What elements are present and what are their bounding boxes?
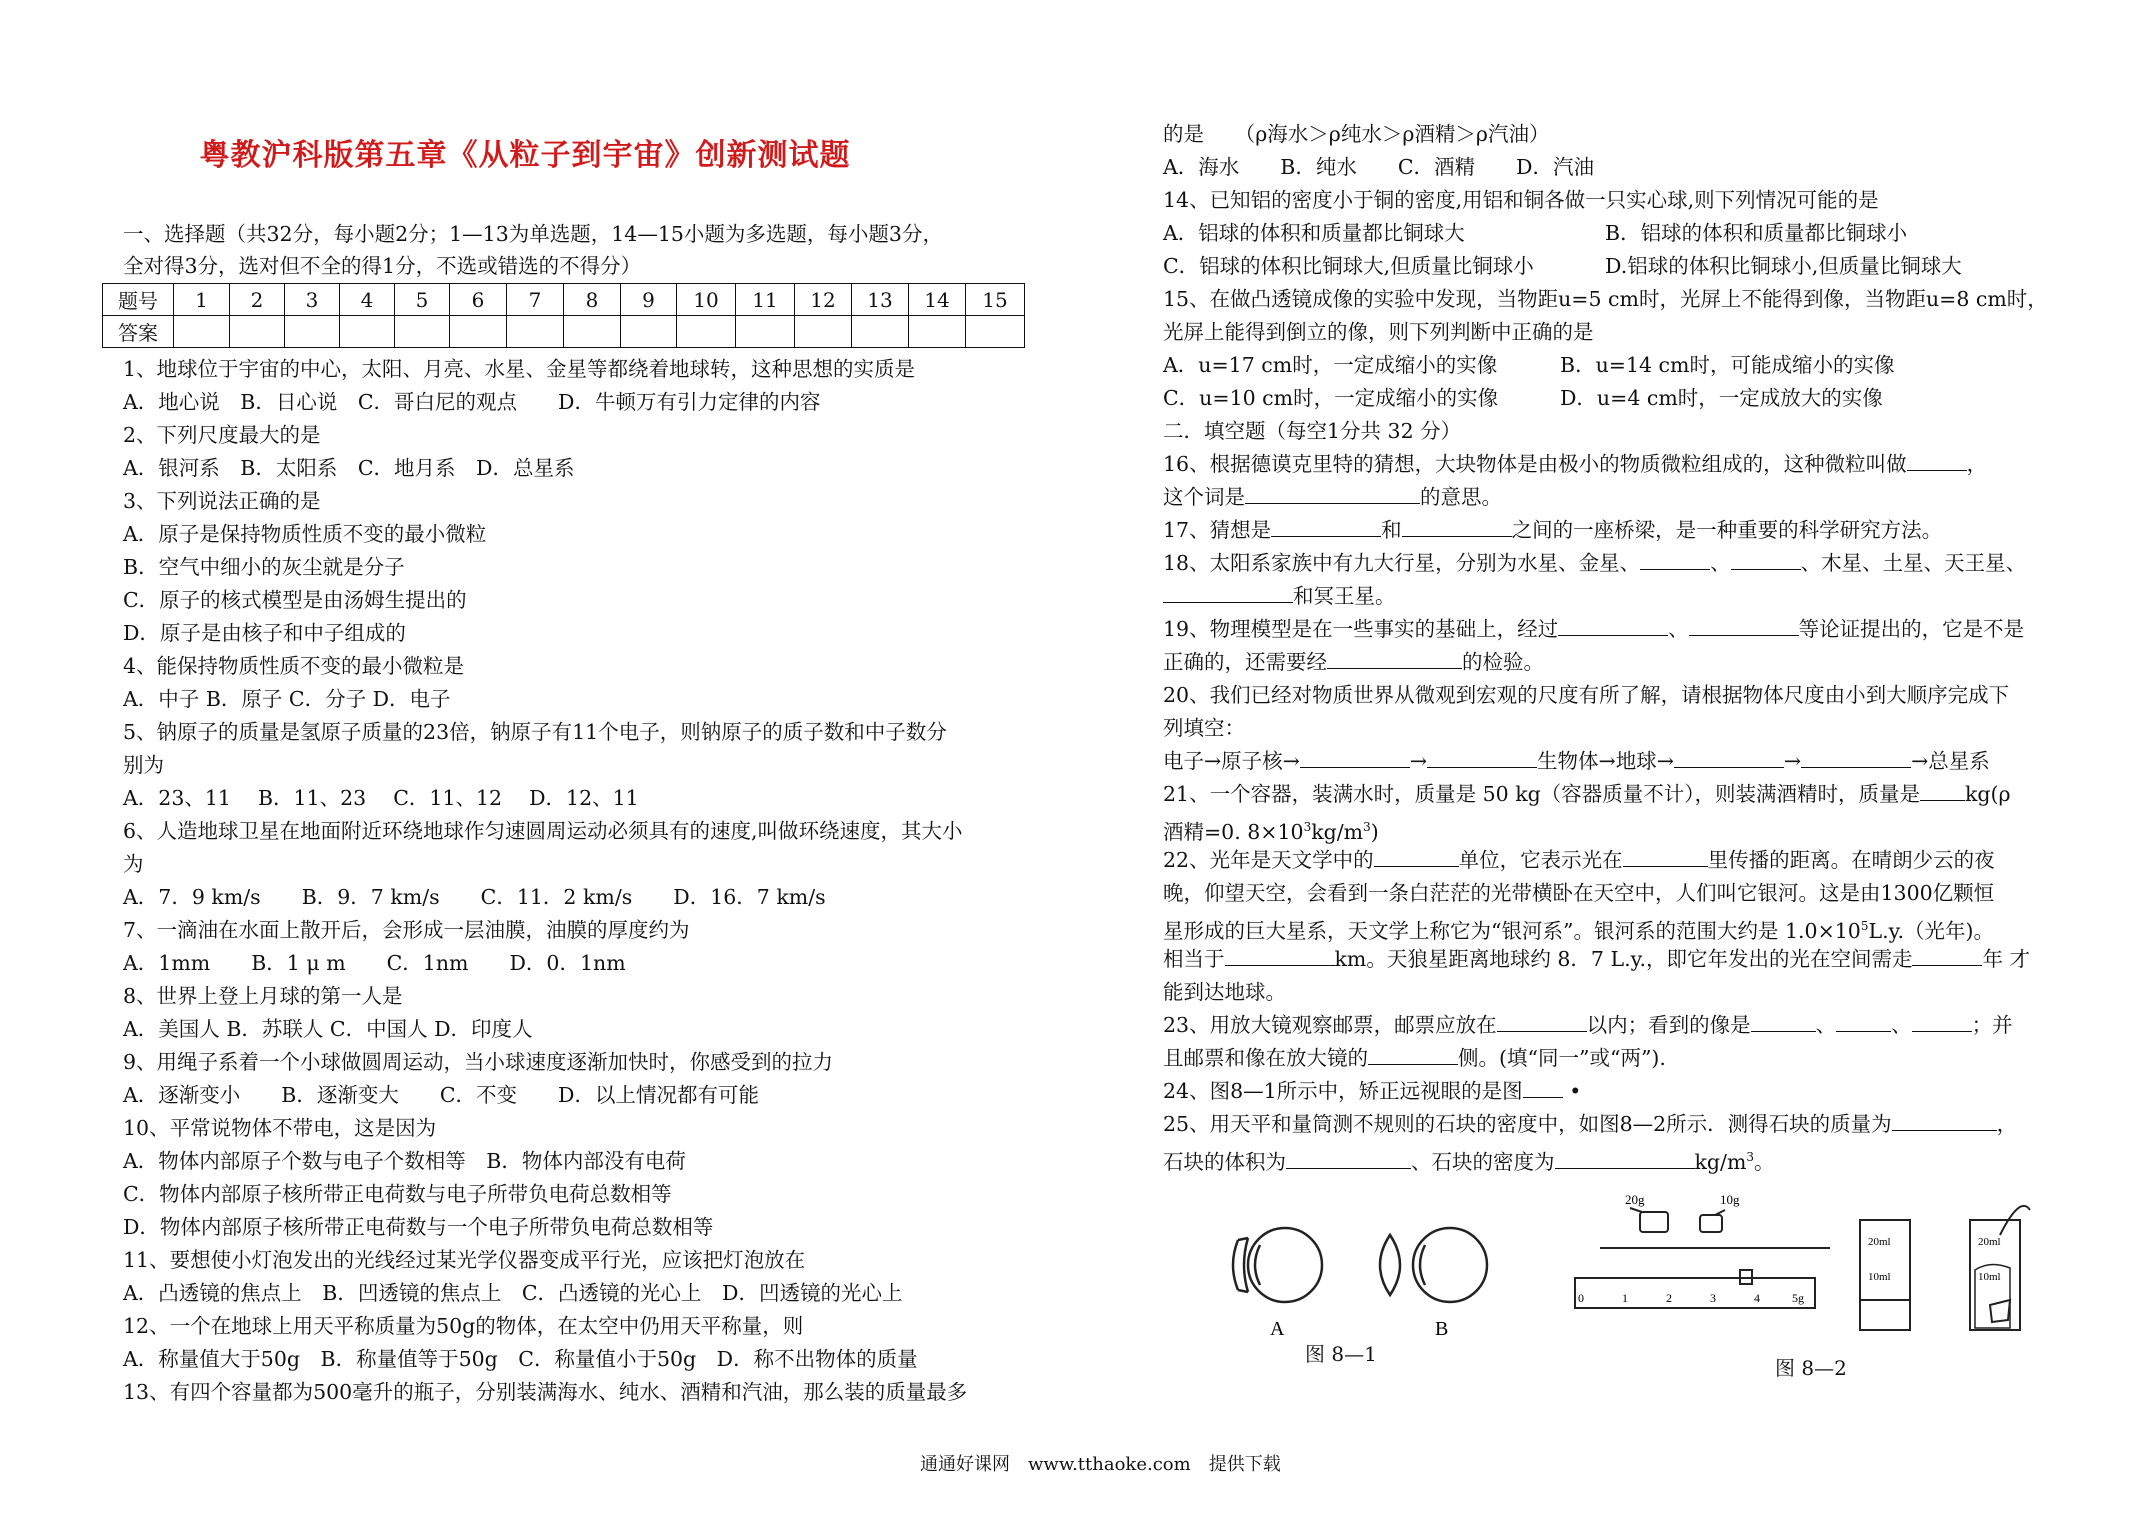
figure-8-1-eyes — [1210, 1210, 1510, 1340]
eye-a-figure — [1233, 1228, 1322, 1302]
q24-line: 24、图8—1所示中，矫正远视眼的是图 • — [1163, 1079, 1582, 1103]
stone-icon — [1990, 1300, 2010, 1322]
answer-table-number: 6 — [450, 284, 507, 316]
answer-blank[interactable] — [1245, 483, 1420, 504]
balance-ruler — [1575, 1278, 1815, 1308]
section1-heading-line1: 一、选择题（共32分，每小题2分；1—13为单选题，14—15小题为多选题，每小题3分， — [123, 222, 943, 246]
answer-table-row-label: 答案 — [103, 316, 174, 348]
answer-blank[interactable] — [1731, 549, 1801, 570]
question-line: A．物体内部原子个数与电子个数相等 B．物体内部没有电荷 — [123, 1149, 686, 1173]
q20-line1: 20、我们已经对物质世界从微观到宏观的尺度有所了解，请根据物体尺度由小到大顺序完成下 — [1163, 683, 2010, 707]
answer-blank[interactable] — [1558, 615, 1668, 636]
q21-line2: 酒精=0. $8\times 10^3kg/m^3$) — [1163, 819, 1379, 844]
question-line: A．逐渐变小 B．逐渐变大 C．不变 D．以上情况都有可能 — [123, 1083, 759, 1107]
answer-table-number: 8 — [564, 284, 621, 316]
q17-line: 17、猜想是 和 之间的一座桥梁，是一种重要的科学研究方法。 — [1163, 518, 1943, 542]
answer-table-number: 10 — [677, 284, 736, 316]
q14-stem: 14、已知铝的密度小于铜的密度,用铝和铜各做一只实心球,则下列情况可能的是 — [1163, 188, 1879, 212]
svg-text:2: 2 — [1666, 1291, 1672, 1305]
q16-line1: 16、根据德谟克里特的猜想，大块物体是由极小的物质微粒组成的，这种微粒叫做 ， — [1163, 452, 1988, 476]
question-line: D．物体内部原子核所带正电荷数与一个电子所带负电荷总数相等 — [123, 1215, 714, 1239]
svg-text:20g: 20g — [1625, 1192, 1645, 1207]
question-line: A．原子是保持物质性质不变的最小微粒 — [123, 522, 487, 546]
q15-stem-line2: 光屏上能得到倒立的像，则下列判断中正确的是 — [1163, 320, 1594, 344]
q15-option-a: A．u=17 cm时，一定成缩小的实像 — [1163, 353, 1498, 377]
question-line: 1、地球位于宇宙的中心，太阳、月亮、水星、金星等都绕着地球转，这种思想的实质是 — [123, 357, 916, 381]
answer-table-number: 9 — [621, 284, 677, 316]
answer-table-answer-row — [103, 316, 1025, 348]
q18-line2: 和冥王星。 — [1163, 582, 1396, 610]
answer-cell[interactable] — [795, 316, 852, 348]
figure-8-2-caption: 图 8—2 — [1775, 1356, 1847, 1380]
answer-blank[interactable] — [1368, 1044, 1458, 1065]
svg-text:10g: 10g — [1720, 1192, 1740, 1207]
answer-table-number-row — [103, 284, 1025, 316]
question-line: B．空气中细小的灰尘就是分子 — [123, 555, 405, 579]
answer-blank[interactable] — [1892, 1110, 1997, 1131]
answer-blank[interactable] — [1225, 945, 1335, 966]
section1-heading-line2: 全对得3分，选对但不全的得1分，不选或错选的不得分） — [123, 254, 642, 278]
svg-text:20ml: 20ml — [1868, 1236, 1891, 1248]
q13-continuation: 的是 （ρ海水＞ρ纯水＞ρ酒精＞ρ汽油） — [1163, 122, 1550, 146]
weight-20g-icon — [1640, 1212, 1668, 1232]
q20-line2: 列填空： — [1163, 716, 1245, 740]
answer-blank[interactable] — [1801, 747, 1911, 768]
answer-blank[interactable] — [1427, 747, 1537, 768]
question-line: A．23、11 B．11、23 C．11、12 D．12、11 — [123, 786, 639, 810]
question-line: A．称量值大于50g B．称量值等于50g C．称量值小于50g D．称不出物体的质量 — [123, 1347, 918, 1371]
svg-text:20ml: 20ml — [1978, 1236, 2001, 1248]
answer-blank[interactable] — [1523, 1077, 1563, 1098]
q22-line4: 相当于 km。天狼星距离地球约 8．7 L.y.，即它年发出的光在空间需走 年 才 — [1163, 947, 2031, 971]
answer-table-number: 7 — [507, 284, 564, 316]
question-line: C．原子的核式模型是由汤姆生提出的 — [123, 588, 467, 612]
answer-table-number: 4 — [340, 284, 395, 316]
q19-line1: 19、物理模型是在一些事实的基础上，经过 、 等论证提出的，它是不是 — [1163, 617, 2025, 641]
q14-option-c: C．铝球的体积比铜球大,但质量比铜球小 — [1163, 254, 1534, 278]
answer-blank[interactable] — [1907, 450, 1967, 471]
answer-table-number: 1 — [174, 284, 230, 316]
answer-blank[interactable] — [1271, 516, 1381, 537]
figure-label-b: B — [1435, 1318, 1449, 1340]
q20-line3: 电子→原子核→ → 生物体→地球→ → →总星系 — [1163, 749, 1990, 773]
question-line: A．1mm B．1 μ m C．1nm D．0．1nm — [123, 951, 626, 975]
answer-table-number: 14 — [909, 284, 966, 316]
answer-table — [102, 283, 1025, 348]
question-line: 为 — [123, 852, 144, 876]
answer-blank[interactable] — [1374, 846, 1459, 867]
question-line: A．美国人 B．苏联人 C．中国人 D．印度人 — [123, 1017, 533, 1041]
answer-cell[interactable] — [340, 316, 395, 348]
answer-cell[interactable] — [966, 316, 1025, 348]
svg-text:1: 1 — [1622, 1291, 1628, 1305]
figure-label-a: A — [1270, 1318, 1285, 1340]
answer-cell[interactable] — [174, 316, 230, 348]
answer-table-number: 15 — [966, 284, 1025, 316]
svg-text:4: 4 — [1754, 1291, 1760, 1305]
q22-line5: 能到达地球。 — [1163, 980, 1286, 1004]
svg-text:0: 0 — [1578, 1291, 1584, 1305]
answer-table-number: 3 — [285, 284, 340, 316]
question-line: A．地心说 B．日心说 C．哥白尼的观点 D．牛顿万有引力定律的内容 — [123, 390, 821, 414]
q22-line3: 星形成的巨大星系，天文学上称它为“银河系”。银河系的范围大约是 $1.0\times 10^5L.y$.（光年)。 — [1163, 918, 1994, 943]
answer-blank[interactable] — [1555, 1148, 1695, 1169]
answer-blank[interactable] — [1836, 1011, 1891, 1032]
question-line: 10、平常说物体不带电，这是因为 — [123, 1116, 437, 1140]
footer-credit: 通通好课网 www.tthaoke.com 提供下载 — [920, 1454, 1281, 1475]
answer-cell[interactable] — [677, 316, 736, 348]
answer-blank[interactable] — [1920, 780, 1965, 801]
q19-line2: 正确的，还需要经 的检验。 — [1163, 650, 1544, 674]
answer-blank[interactable] — [1327, 648, 1462, 669]
question-line: 4、能保持物质性质不变的最小微粒是 — [123, 654, 465, 678]
question-line: 13、有四个容量都为500毫升的瓶子，分别装满海水、纯水、酒精和汽油，那么装的质量最多 — [123, 1380, 968, 1404]
answer-cell[interactable] — [450, 316, 507, 348]
answer-table-number: 11 — [736, 284, 795, 316]
weight-10g-icon — [1700, 1215, 1722, 1232]
question-line: 5、钠原子的质量是氢原子质量的23倍，钠原子有11个电子，则钠原子的质子数和中子数分 — [123, 720, 947, 744]
q22-line1: 22、光年是天文学中的 单位，它表示光在 里传播的距离。在晴朗少云的夜 — [1163, 848, 1995, 872]
answer-cell[interactable] — [564, 316, 621, 348]
answer-blank[interactable] — [1689, 615, 1799, 636]
answer-cell[interactable] — [285, 316, 340, 348]
answer-blank[interactable] — [1912, 1011, 1972, 1032]
question-line: 8、世界上登上月球的第一人是 — [123, 984, 403, 1008]
eye-b-figure — [1380, 1228, 1487, 1302]
section2-heading: 二．填空题（每空1分共 32 分） — [1163, 419, 1462, 443]
q14-option-d: D.铝球的体积比铜球小,但质量比铜球大 — [1605, 254, 1962, 278]
question-line: A．凸透镜的焦点上 B．凹透镜的焦点上 C．凸透镜的光心上 D．凹透镜的光心上 — [123, 1281, 903, 1305]
answer-blank[interactable] — [1640, 549, 1710, 570]
question-line: 9、用绳子系着一个小球做圆周运动，当小球速度逐渐加快时，你感受到的拉力 — [123, 1050, 834, 1074]
answer-blank[interactable] — [1751, 1011, 1816, 1032]
question-line: 2、下列尺度最大的是 — [123, 423, 321, 447]
svg-text:5g: 5g — [1792, 1291, 1804, 1305]
q15-option-d: D．u=4 cm时，一定成放大的实像 — [1560, 386, 1883, 410]
answer-blank[interactable] — [1623, 846, 1708, 867]
answer-table-row-label: 题号 — [103, 284, 174, 316]
answer-cell[interactable] — [507, 316, 564, 348]
q22-line2: 晚，仰望天空，会看到一条白茫茫的光带横卧在天空中，人们叫它银河。这是由1300亿颗恒 — [1163, 881, 1995, 905]
question-line: 11、要想使小灯泡发出的光线经过某光学仪器变成平行光，应该把灯泡放在 — [123, 1248, 806, 1272]
question-line: 3、下列说法正确的是 — [123, 489, 321, 513]
svg-text:10ml: 10ml — [1868, 1271, 1891, 1283]
answer-blank[interactable] — [1163, 582, 1293, 603]
answer-table-number: 12 — [795, 284, 852, 316]
q16-line2: 这个词是 的意思。 — [1163, 485, 1502, 509]
question-line: 7、一滴油在水面上散开后，会形成一层油膜，油膜的厚度约为 — [123, 918, 690, 942]
answer-cell[interactable] — [852, 316, 909, 348]
figure-8-2-balance-cylinders — [1570, 1190, 2040, 1350]
answer-cell[interactable] — [621, 316, 677, 348]
answer-blank[interactable] — [1912, 945, 1982, 966]
question-line: 6、人造地球卫星在地面附近环绕地球作匀速圆周运动必须具有的速度,叫做环绕速度，其大小 — [123, 819, 963, 843]
answer-blank[interactable] — [1674, 747, 1784, 768]
q25-line1: 25、用天平和量筒测不规则的石块的密度中，如图8—2所示．测得石块的质量为 ， — [1163, 1112, 2018, 1136]
svg-text:10ml: 10ml — [1978, 1271, 2001, 1283]
svg-text:3: 3 — [1710, 1291, 1716, 1305]
answer-table-number: 2 — [230, 284, 285, 316]
answer-blank[interactable] — [1300, 747, 1410, 768]
q14-option-b: B．铝球的体积和质量都比铜球小 — [1605, 221, 1908, 245]
q14-option-a: A．铝球的体积和质量都比铜球大 — [1163, 221, 1465, 245]
convex-lens-b — [1380, 1235, 1400, 1295]
question-line: 12、一个在地球上用天平称质量为50g的物体，在太空中仍用天平称量，则 — [123, 1314, 804, 1338]
q13-options: A．海水 B．纯水 C．酒精 D．汽油 — [1163, 155, 1594, 179]
answer-blank[interactable] — [1497, 1011, 1587, 1032]
question-line: D．原子是由核子和中子组成的 — [123, 621, 406, 645]
figure-8-1-caption: 图 8—1 — [1305, 1342, 1377, 1366]
q21-line1: 21、一个容器，装满水时，质量是 50 kg（容器质量不计），则装满酒精时，质量是 kg(ρ — [1163, 782, 2011, 806]
answer-table-number: 5 — [395, 284, 450, 316]
answer-blank[interactable] — [1286, 1148, 1411, 1169]
page-title: 粤教沪科版第五章《从粒子到宇宙》创新测试题 — [199, 138, 851, 173]
answer-cell[interactable] — [736, 316, 795, 348]
answer-cell[interactable] — [909, 316, 966, 348]
q23-line2: 且邮票和像在放大镜的 侧。(填“同一”或“两”). — [1163, 1046, 1666, 1070]
q25-line2: 石块的体积为 、石块的密度为 $kg/m^3$。 — [1163, 1149, 1775, 1174]
q15-option-b: B．u=14 cm时，可能成缩小的实像 — [1560, 353, 1895, 377]
q23-line1: 23、用放大镜观察邮票，邮票应放在 以内；看到的像是 、 、 ；并 — [1163, 1013, 2013, 1037]
q15-stem-line1: 15、在做凸透镜成像的实验中发现，当物距u=5 cm时，光屏上不能得到像，当物距u=8 cm时， — [1163, 287, 2048, 311]
question-line: A．7．9 km/s B．9．7 km/s C．11．2 km/s D．16．7 km/s — [123, 885, 826, 909]
question-line: A．中子 B．原子 C．分子 D．电子 — [123, 687, 451, 711]
question-line: C．物体内部原子核所带正电荷数与电子所带负电荷总数相等 — [123, 1182, 672, 1206]
question-line: A．银河系 B．太阳系 C．地月系 D．总星系 — [123, 456, 575, 480]
q15-option-c: C．u=10 cm时，一定成缩小的实像 — [1163, 386, 1499, 410]
answer-cell[interactable] — [230, 316, 285, 348]
question-line: 别为 — [123, 753, 164, 777]
answer-table-number: 13 — [852, 284, 909, 316]
concave-lens-a — [1233, 1240, 1238, 1290]
answer-cell[interactable] — [395, 316, 450, 348]
answer-blank[interactable] — [1402, 516, 1512, 537]
q18-line1: 18、太阳系家族中有九大行星，分别为水星、金星、 、 、木星、土星、天王星、 — [1163, 551, 2027, 575]
